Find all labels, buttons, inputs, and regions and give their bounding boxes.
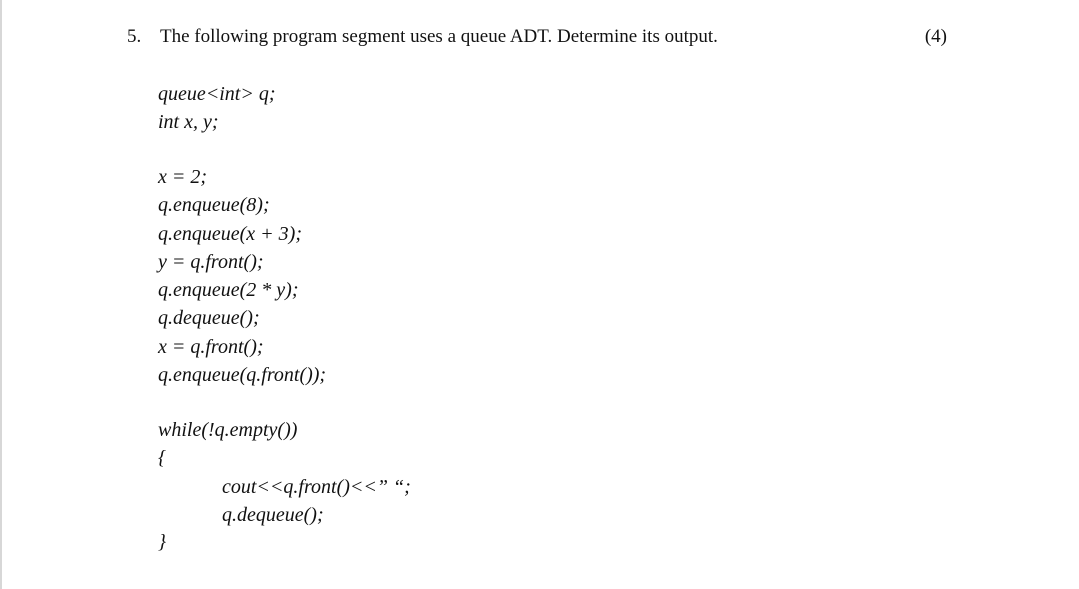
code-line: { [158, 447, 166, 469]
code-line: } [158, 531, 166, 553]
code-line: q.dequeue(); [158, 307, 260, 329]
question-number: 5. [127, 26, 142, 47]
code-line: y = q.front(); [158, 251, 264, 273]
code-line: int x, y; [158, 111, 219, 133]
code-line: q.enqueue(8); [158, 194, 270, 216]
question-text: The following program segment uses a queue ADT. Determine its output. [160, 26, 718, 47]
page-left-edge [0, 0, 2, 589]
question-marks: (4) [924, 26, 947, 47]
code-line: cout<<q.front()<<” “; [222, 476, 411, 498]
code-line: x = 2; [158, 166, 208, 188]
code-line: q.dequeue(); [222, 504, 324, 526]
code-line: q.enqueue(2 * y); [158, 279, 299, 301]
code-line: while(!q.empty()) [158, 419, 298, 441]
code-line: q.enqueue(q.front()); [158, 364, 327, 386]
code-line: q.enqueue(x + 3); [158, 223, 302, 245]
code-line: queue<int> q; [158, 83, 276, 105]
code-line: x = q.front(); [158, 336, 264, 358]
